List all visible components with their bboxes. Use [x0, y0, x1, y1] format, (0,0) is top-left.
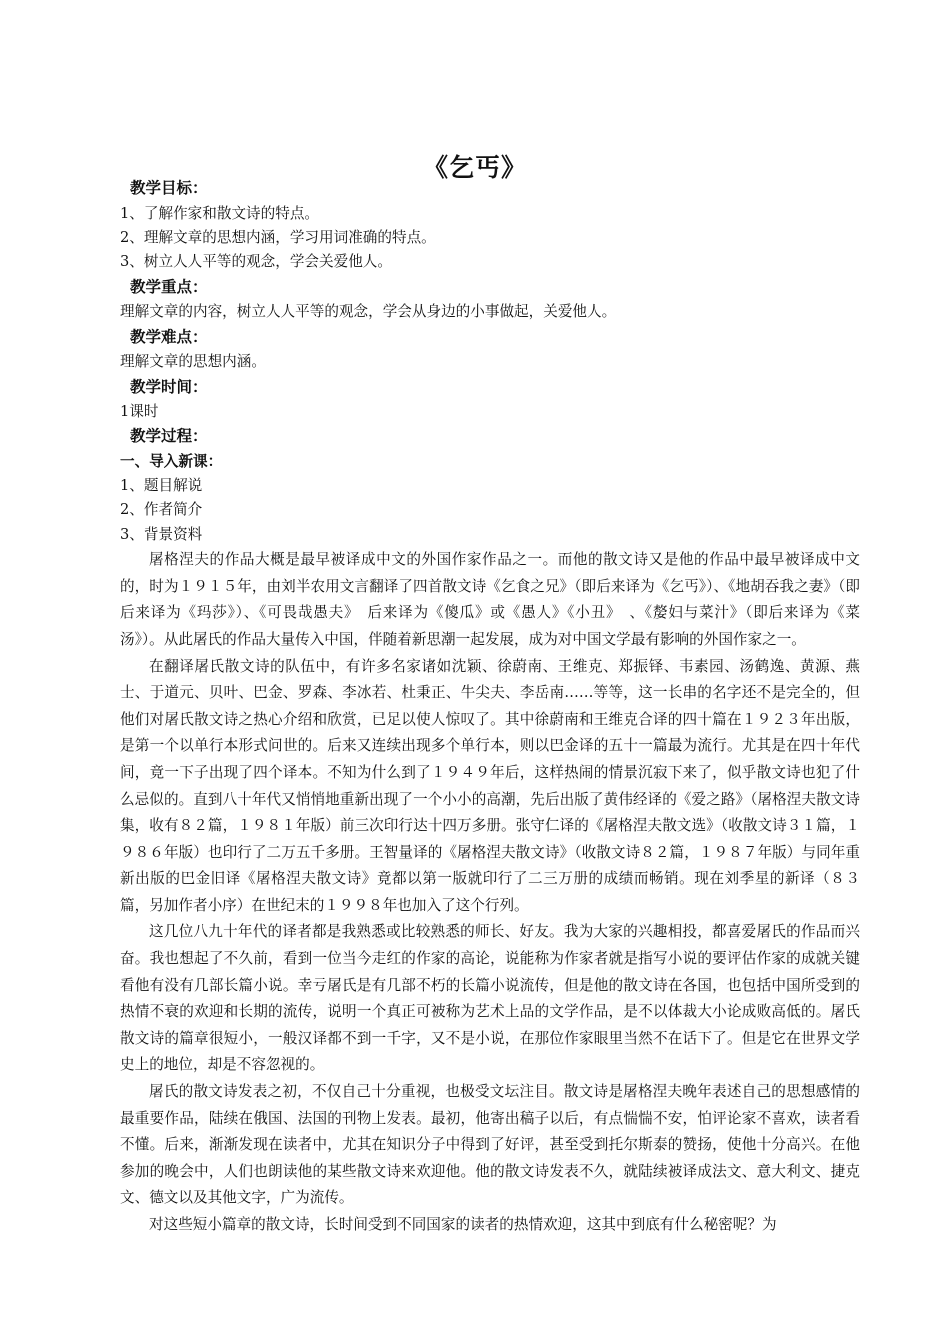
section-heading: 一、导入新课： — [120, 452, 223, 470]
objective-item: 2、理解文章的思想内涵，学习用词准确的特点。 — [120, 228, 436, 246]
section-item: 1、题目解说 — [120, 476, 203, 494]
body-paragraph: 在翻译屠氏散文诗的队伍中，有许多名家诸如沈颖、徐蔚南、王维克、郑振铎、韦素园、汤鹤逸、黄源、燕士、于道元、贝叶、巴金、罗森、李冰若、杜秉正、牛尖夫、李岳南……等等，这一长串的名字还不是完全的，但他们对屠氏散文诗之热心介绍和欣赏，已足以使人惊叹了。其中徐蔚南和王维克合译的四十篇在１９２３年出版，是第一个以单行本形式问世的。后来又连续出现多个单行本，则以巴金译的五十一篇最为流行。尤其是在四十年代间，竟一下子出现了四个译本。不知为什么到了１９４９年后，这样热闹的情景沉寂下来了，似乎散文诗也犯了什么忌似的。直到八十年代又悄悄地重新出现了一个小小的高潮，先后出版了黄伟经译的《爱之路》（屠格涅夫散文诗集，收有８２篇，１９８１年版）前三次印行达十四万多册。张守仁译的《屠格涅夫散文选》（收散文诗３１篇，１９８６年版）也印行了二万五千多册。王智量译的《屠格涅夫散文诗》（收散文诗８２篇，１９８７年版）与同年重新出版的巴金旧译《屠格涅夫散文诗》竟都以第一版就印行了二三万册的成绩而畅销。现在刘季星的新译（８３篇，另加作者小序）在世纪末的１９９８年也加入了这个行列。 — [120, 657, 860, 914]
key-points-heading: 教学重点： — [130, 277, 208, 296]
body-paragraph: 这几位八九十年代的译者都是我熟悉或比较熟悉的师长、好友。我为大家的兴趣相投，都喜爱屠氏的作品而兴奋。我也想起了不久前，看到一位当今走红的作家的高论，说能称为作家者就是指写小说的要评估作家的成就关键看他有没有几部长篇小说。幸亏屠氏是有几部不朽的长篇小说流传，但是他的散文诗在各国，也包括中国所受到的热情不衰的欢迎和长期的流传，说明一个真正可被称为艺术上品的文学作品，是不以体裁大小论成败高低的。屠氏散文诗的篇章很短小，一般汉译都不到一千字，又不是小说，在那位作家眼里当然不在话下了。但是它在世界文学史上的地位，却是不容忽视的。 — [120, 923, 860, 1074]
process-heading: 教学过程： — [130, 427, 208, 446]
objectives-heading: 教学目标： — [130, 179, 208, 197]
time-heading: 教学时间： — [130, 377, 208, 396]
objective-item: 3、树立人人平等的观念，学会关爱他人。 — [120, 253, 392, 271]
key-points-text: 理解文章的内容，树立人人平等的观念，学会从身边的小事做起，关爱他人。 — [120, 303, 617, 321]
body-paragraph: 对这些短小篇章的散文诗，长时间受到不同国家的读者的热情欢迎，这其中到底有什么秘密呢？为 — [149, 1216, 777, 1233]
section-item: 2、作者简介 — [120, 501, 203, 519]
difficulties-heading: 教学难点： — [130, 327, 208, 346]
body-paragraph: 屠格涅夫的作品大概是最早被译成中文的外国作家作品之一。而他的散文诗又是他的作品中最早被译成中文的，时为１９１５年，由刘半农用文言翻译了四首散文诗《乞食之兄》（即后来译为《乞丐》）、《地胡吞我之妻》（即后来译为《玛莎》）、《可畏哉愚夫》 后来译为《傻瓜》或《愚人》《小丑》 、《嫠妇与菜汁》（即后来译为《菜汤》）。从此屠氏的作品大量传入中国，伴随着新思潮一起发展，成为对中国文学最有影响的外国作家之一。 — [120, 551, 860, 648]
body-paragraph: 屠氏的散文诗发表之初，不仅自己十分重视，也极受文坛注目。散文诗是屠格涅夫晚年表述自己的思想感情的最重要作品，陆续在俄国、法国的刊物上发表。最初，他寄出稿子以后，有点惴惴不安，怕评论家不喜欢，读者看不懂。后来，渐渐发现在读者中，尤其在知识分子中得到了好评，甚至受到托尔斯泰的赞扬，使他十分高兴。在他参加的晚会中，人们也朗读他的某些散文诗来欢迎他。他的散文诗发表不久，就陆续被译成法文、意大利文、捷克文、德文以及其他文字，广为流传。 — [120, 1083, 860, 1207]
difficulties-text: 理解文章的思想内涵。 — [120, 353, 266, 371]
document-body — [120, 176, 860, 1239]
document-title: 《乞丐》 — [422, 153, 527, 182]
objective-item: 1、了解作家和散文诗的特点。 — [120, 204, 320, 222]
section-item: 3、背景资料 — [120, 525, 203, 543]
time-text: 1课时 — [120, 403, 159, 421]
